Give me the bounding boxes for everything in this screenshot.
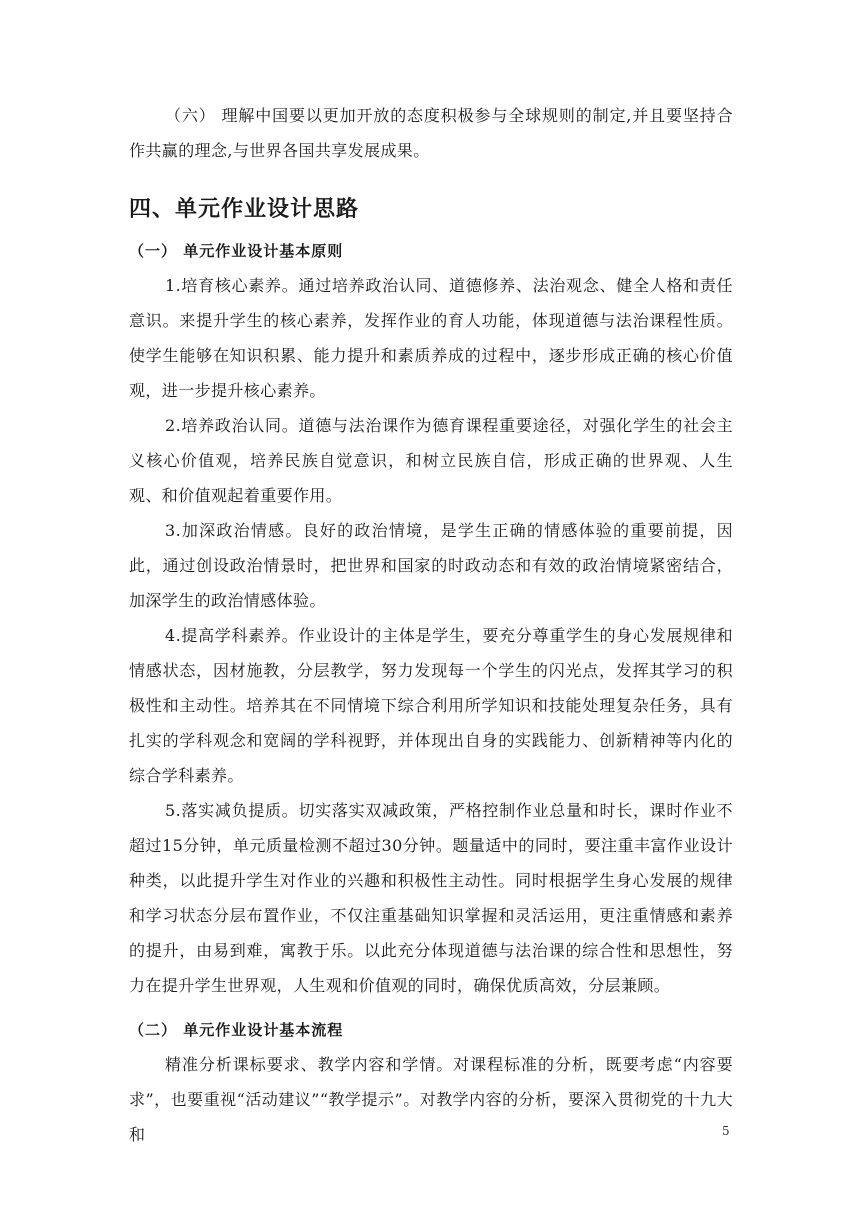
process-paragraph-1: 精准分析课标要求、教学内容和学情。对课程标准的分析，既要考虑“内容要求”，也要重视“活动建议”“教学提示”。对教学内容的分析，要深入贯彻党的十九大和 [129, 1055, 733, 1144]
principle-paragraph-5: 5.落实减负提质。切实落实双减政策，严格控制作业总量和时长，课时作业不超过15分钟，单元质量检测不超过30分钟。题量适中的同时，要注重丰富作业设计种类，以此提升学生对作业的兴趣和积极性主动性。同时根据学生身心发展的规律和学习状态分层布置作业，不仅注重基础知识掌握和灵活运用，更注重情感和素养的提升，由易到难，寓教于乐。以此充分体现道德与法治课的综合性和思想性，努力在提升学生世界观，人生观和价值观的同时，确保优质高效，分层兼顾。 [129, 801, 733, 995]
page-content [129, 98, 733, 1152]
subsection-1-title: （一） 单元作业设计基本原则 [129, 242, 344, 260]
principle-paragraph-4: 4.提高学科素养。作业设计的主体是学生，要充分尊重学生的身心发展规律和情感状态，因材施教，分层教学，努力发现每一个学生的闪光点，发挥其学习的积极性和主动性。培养其在不同情境下综合利用所学知识和技能处理复杂任务，具有扎实的学科观念和宽阔的学科视野，并体现出自身的实践能力、创新精神等内化的综合学科素养。 [129, 626, 733, 785]
intro-paragraph: （六） 理解中国要以更加开放的态度积极参与全球规则的制定,并且要坚持合作共赢的理念,与世界各国共享发展成果。 [129, 106, 733, 160]
principle-paragraph-3: 3.加深政治情感。良好的政治情境，是学生正确的情感体验的重要前提，因此，通过创设政治情景时，把世界和国家的时政动态和有效的政治情境紧密结合，加深学生的政治情感体验。 [129, 521, 733, 610]
principle-paragraph-2: 2.培养政治认同。道德与法治课作为德育课程重要途径，对强化学生的社会主义核心价值观，培养民族自觉意识，和树立民族自信，形成正确的世界观、人生观、和价值观起着重要作用。 [129, 416, 733, 505]
subsection-2-title: （二） 单元作业设计基本流程 [129, 1021, 344, 1039]
principle-paragraph-1: 1.培育核心素养。通过培养政治认同、道德修养、法治观念、健全人格和责任意识。来提升学生的核心素养，发挥作业的育人功能，体现道德与法治课程性质。使学生能够在知识积累、能力提升和素质养成的过程中，逐步形成正确的核心价值观，进一步提升核心素养。 [129, 276, 733, 400]
section-title: 四、单元作业设计思路 [129, 197, 360, 222]
page-number: 5 [722, 1124, 730, 1138]
